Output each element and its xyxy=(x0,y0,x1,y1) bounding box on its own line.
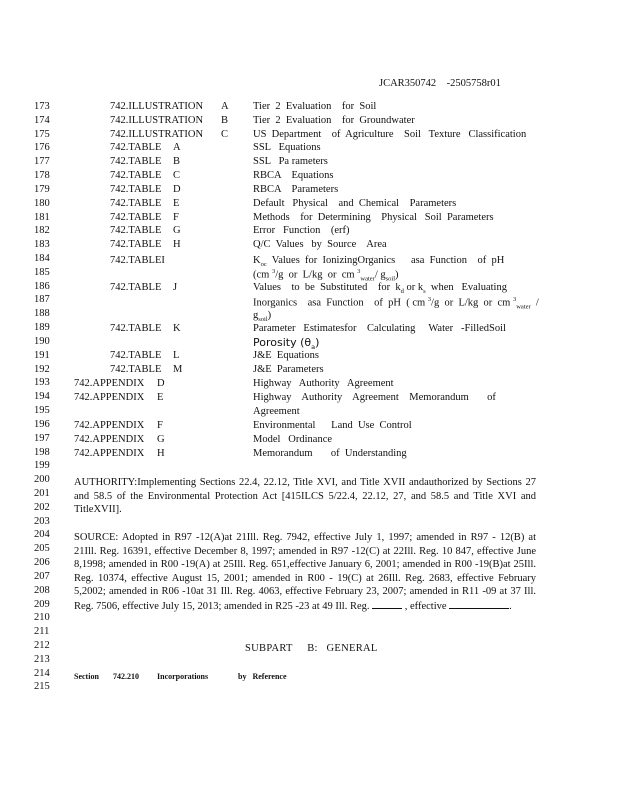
toc-desc: (cm $^3$/g or L/kg or cm $^3_{water}$/ $g_{soil}$) xyxy=(253,268,399,283)
line-number-text: 175 xyxy=(34,128,50,140)
toc-row xyxy=(0,212,618,226)
toc-row xyxy=(0,282,618,296)
line-number-text: 199 xyxy=(34,460,50,472)
authority-paragraph: AUTHORITY:Implementing Sections 22.4, 22.12, Title XVI, and Title XVII andauthorized by Sections 27 and 58.5 of the Environmental Protection Act [415ILCS 5/22.4, 22.12, 27, and 58.5 and Title XVI and TitleXVII]. xyxy=(74,477,536,516)
toc-desc: $g_{soil}$) xyxy=(253,310,272,324)
line-number xyxy=(0,612,618,626)
toc-ref: 742.ILLUSTRATION xyxy=(110,114,204,126)
line-number-text: 207 xyxy=(34,570,50,582)
toc-row-cont xyxy=(0,268,618,282)
toc-ref: 742.TABLE xyxy=(110,197,162,209)
toc-ref: 742.TABLE xyxy=(110,211,162,223)
toc-row xyxy=(0,239,618,253)
toc-letter: F xyxy=(157,420,163,431)
toc-row-cont xyxy=(0,310,618,324)
toc-row xyxy=(0,323,618,337)
line-number-text: 186 xyxy=(34,280,50,292)
toc-row xyxy=(0,184,618,198)
toc-desc: J&E Equations xyxy=(253,350,319,361)
toc-letter: D xyxy=(173,183,181,195)
toc-desc: SSL Equations xyxy=(253,142,321,154)
source-paragraph: SOURCE: Adopted in R97 -12(A)at 21Ill. Reg. 7942, effective July 1, 1997; amended in R97 - 12(B) at 21Ill. Reg. 16391, effective December 8, 1997; amended in R97 -12(C) at 22Ill. Reg. 10 847, effective June 8,1998; amended in R00 -19(A) at 25Ill. Reg. 651,effective January 6, 2001; amended in R00 -19(B)at 25Ill. Reg. 10374, effective August 15, 2001; amended in R00 - 19(C) at 26Ill. Reg. 2683, effective February 5,2002; amended in R06 -10at 31 Ill. Reg. 4063, effective February 23, 2007; amended in R11 -09 at 37 Ill. Reg. 7506, effective July 15, 2013; amended in R25 -23 at 49 Ill. Reg. , effective . xyxy=(74,532,536,612)
toc-letter: C xyxy=(173,170,181,182)
line-number-text: 190 xyxy=(34,335,50,347)
line-number-text: 204 xyxy=(34,529,50,541)
toc-desc: Parameter Estimatesfor Calculating Water -FilledSoil xyxy=(253,323,506,334)
line-number-text: 200 xyxy=(34,474,50,486)
section-title: Incorporations xyxy=(157,672,209,681)
toc-letter: F xyxy=(173,211,179,223)
line-number-text: 197 xyxy=(34,432,50,444)
toc-desc: Tier 2 Evaluation for Groundwater xyxy=(253,114,415,126)
line-number-text: 209 xyxy=(34,598,50,610)
blank-effective-line xyxy=(449,599,509,609)
toc-desc: Methods for Determining Physical Soil Parameters xyxy=(253,211,494,223)
toc-ref: 742.TABLEI xyxy=(110,255,165,266)
toc-ref: 742.TABLE xyxy=(110,282,162,293)
line-number-text: 178 xyxy=(34,170,50,182)
toc-row xyxy=(0,156,618,170)
line-number-text: 183 xyxy=(34,239,50,251)
toc-ref: 742.APPENDIX xyxy=(74,434,145,445)
line-number-text: 179 xyxy=(34,183,50,195)
toc-row xyxy=(0,170,618,184)
line-number-text: 173 xyxy=(34,101,50,112)
toc-desc: Values to be Substituted for $k_d$ or $k_s$ when Evaluating xyxy=(253,282,507,296)
toc-desc: Tier 2 Evaluation for Soil xyxy=(253,101,377,112)
toc-desc: RBCA Equations xyxy=(253,170,334,182)
toc-letter: J xyxy=(173,282,178,293)
toc-desc: US Department of Agriculture Soil Texture Classification xyxy=(253,128,527,140)
toc-ref: 742.TABLE xyxy=(110,183,162,195)
toc-row xyxy=(0,420,618,434)
toc-ref: 742.TABLE xyxy=(110,323,162,334)
toc-letter: C xyxy=(221,128,229,140)
section-number: 742.210 xyxy=(113,672,139,681)
line-number-text: 194 xyxy=(34,391,50,403)
toc-ref: 742.TABLE xyxy=(110,350,162,361)
toc-ref: 742.TABLE xyxy=(110,142,162,154)
toc-desc: Default Physical and Chemical Parameters xyxy=(253,197,457,209)
line-number-text: 215 xyxy=(34,681,50,693)
toc-row xyxy=(0,255,618,269)
line-number-text: 195 xyxy=(34,405,50,417)
line-number-text: 193 xyxy=(34,377,50,389)
subpart-heading: SUBPART B: GENERAL xyxy=(245,643,378,654)
toc-letter: G xyxy=(173,225,181,237)
line-number-text: 212 xyxy=(34,639,50,651)
line-number-text: 206 xyxy=(34,557,50,569)
document-header: JCAR350742 -2505758r01 xyxy=(379,78,501,89)
line-number xyxy=(0,654,618,668)
toc-row xyxy=(0,142,618,156)
toc-letter: L xyxy=(173,350,180,361)
line-number-text: 177 xyxy=(34,156,50,168)
line-number-text: 184 xyxy=(34,253,50,265)
toc-letter: D xyxy=(157,378,165,389)
toc-ref: 742.TABLE xyxy=(110,170,162,182)
line-number-text: 180 xyxy=(34,197,50,209)
line-number-text: 202 xyxy=(34,501,50,513)
line-number-text: 208 xyxy=(34,584,50,596)
line-number-text: 210 xyxy=(34,612,50,624)
line-number-text: 187 xyxy=(34,294,50,306)
toc-desc: Inorganics asa Function of pH ( cm $^3$/g or L/kg or cm $^3_{water}$ / xyxy=(253,296,539,311)
line-number-text: 213 xyxy=(34,653,50,665)
toc-letter: K xyxy=(173,323,181,334)
toc-letter: A xyxy=(173,142,181,154)
toc-row xyxy=(0,392,618,406)
toc-row-cont xyxy=(0,296,618,310)
toc-row-cont xyxy=(0,336,618,350)
toc-desc: $K_{oc}$ Values for IonizingOrganics asa Function of pH xyxy=(253,255,505,269)
line-number-text: 185 xyxy=(34,266,50,278)
toc-letter: H xyxy=(173,239,181,251)
toc-desc: Highway Authority Agreement Memorandum of xyxy=(253,392,496,403)
toc-row xyxy=(0,350,618,364)
toc-ref: 742.APPENDIX xyxy=(74,378,145,389)
toc-ref: 742.APPENDIX xyxy=(74,448,145,459)
toc-ref: 742.TABLE xyxy=(110,364,162,375)
toc-letter: H xyxy=(157,448,165,459)
toc-desc: Model Ordinance xyxy=(253,434,333,445)
line-number-text: 201 xyxy=(34,487,50,499)
toc-row xyxy=(0,434,618,448)
toc-row xyxy=(0,225,618,239)
toc-row xyxy=(0,378,618,392)
toc-desc: Memorandum of Understanding xyxy=(253,448,407,459)
toc-ref: 742.ILLUSTRATION xyxy=(110,101,204,112)
line-number-text: 191 xyxy=(34,349,50,361)
line-number xyxy=(0,626,618,640)
line-number-text: 211 xyxy=(34,626,50,638)
toc-ref: 742.TABLE xyxy=(110,239,162,251)
toc-ref: 742.TABLE xyxy=(110,225,162,237)
toc-desc: Porosity $(\theta_a)$ xyxy=(253,336,320,352)
line-number-text: 196 xyxy=(34,418,50,430)
toc-row xyxy=(0,101,618,115)
line-number-text: 205 xyxy=(34,543,50,555)
toc-letter: B xyxy=(221,114,229,126)
toc-desc: J&E Parameters xyxy=(253,364,324,375)
toc-ref: 742.APPENDIX xyxy=(74,420,145,431)
toc-row xyxy=(0,198,618,212)
line-number-text: 203 xyxy=(34,515,50,527)
toc-row xyxy=(0,115,618,129)
toc-row xyxy=(0,364,618,378)
toc-ref: 742.APPENDIX xyxy=(74,392,145,403)
toc-desc: Highway Authority Agreement xyxy=(253,378,394,389)
toc-letter: G xyxy=(157,434,165,445)
line-number xyxy=(0,460,618,474)
toc-row xyxy=(0,129,618,143)
toc-ref: 742.ILLUSTRATION xyxy=(110,128,204,140)
blank-register-line xyxy=(372,599,402,609)
toc-ref: 742.TABLE xyxy=(110,156,162,168)
toc-letter: B xyxy=(173,156,181,168)
toc-letter: E xyxy=(173,197,180,209)
toc-desc: Environmental Land Use Control xyxy=(253,420,412,431)
toc-letter: A xyxy=(221,101,229,112)
line-number-text: 192 xyxy=(34,363,50,375)
section-heading xyxy=(0,672,618,686)
toc-row-cont xyxy=(0,406,618,420)
line-number-text: 214 xyxy=(34,667,50,679)
line-number xyxy=(0,516,618,530)
line-number-text: 198 xyxy=(34,446,50,458)
section-label: Section xyxy=(74,672,99,681)
line-number-text: 181 xyxy=(34,211,50,223)
toc-desc: Q/C Values by Source Area xyxy=(253,239,387,251)
line-number-text: 188 xyxy=(34,308,50,320)
line-number-text: 174 xyxy=(34,114,50,126)
line-number-text: 189 xyxy=(34,322,50,334)
toc-letter: M xyxy=(173,364,183,375)
toc-desc: RBCA Parameters xyxy=(253,183,339,195)
line-number-text: 182 xyxy=(34,225,50,237)
toc-desc: Agreement xyxy=(253,405,300,417)
line-number-text: 176 xyxy=(34,142,50,154)
toc-desc: SSL Pa rameters xyxy=(253,156,328,168)
toc-letter: E xyxy=(157,392,164,403)
toc-row xyxy=(0,448,618,462)
section-title-rest: by Reference xyxy=(238,672,287,681)
toc-desc: Error Function (erf) xyxy=(253,225,350,237)
